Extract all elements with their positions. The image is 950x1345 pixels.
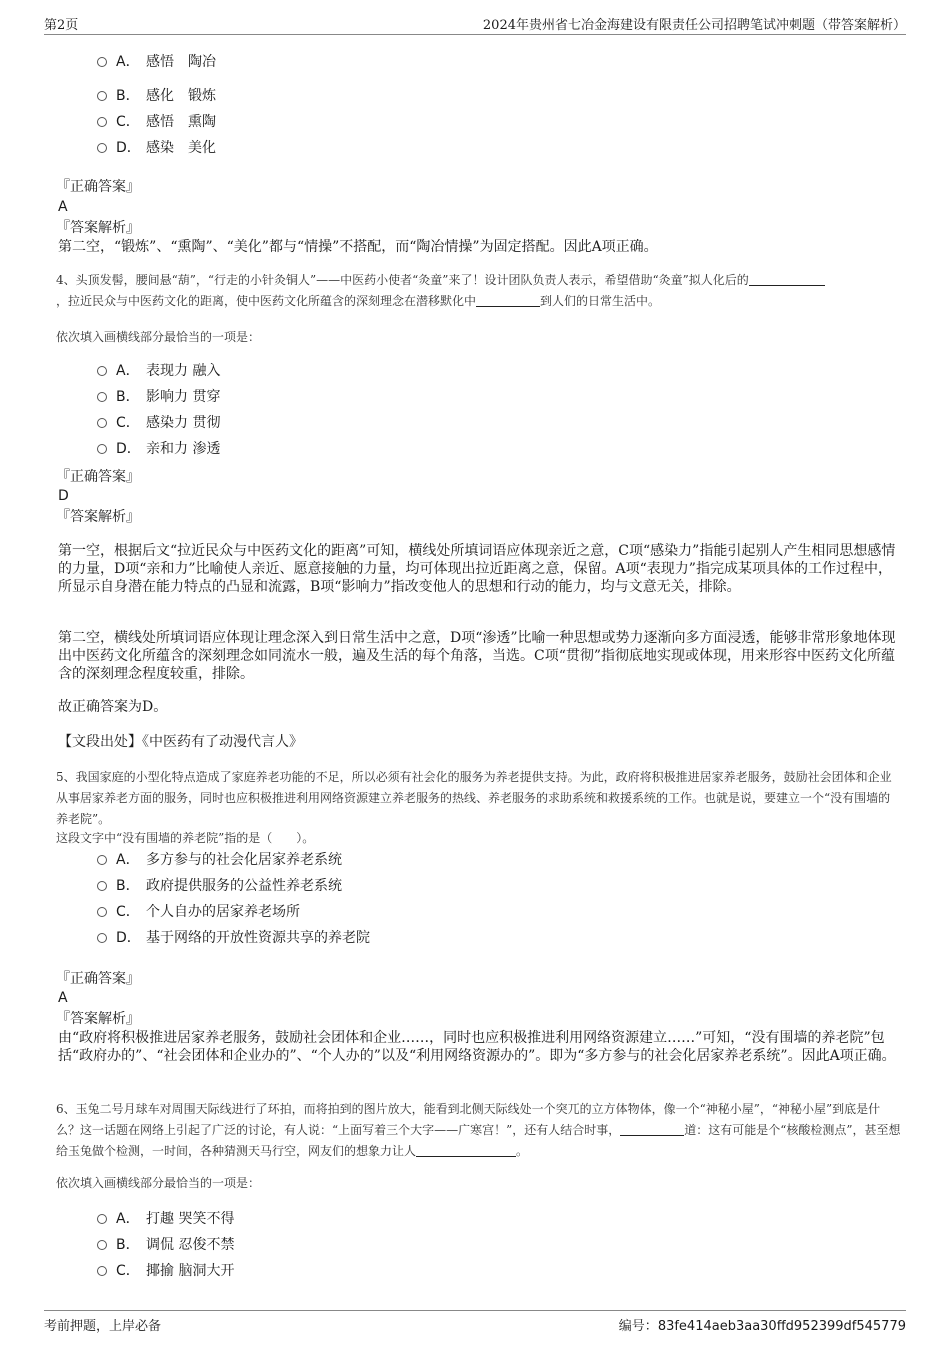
radio-icon[interactable] [97, 855, 107, 865]
q4-option-c[interactable]: C． 感染力 贯彻 [97, 413, 220, 433]
q5-answer: A [58, 990, 68, 1006]
q4-analysis-conclusion: 故正确答案为D。 [58, 699, 168, 715]
q4-instruction: 依次填入画横线部分最恰当的一项是： [56, 330, 261, 344]
q5-answer-label: 『正确答案』 [56, 971, 140, 987]
q5-question: 这段文字中“没有围墙的养老院”指的是（ ）。 [56, 831, 315, 845]
document-title: 2024年贵州省七冶金海建设有限责任公司招聘笔试冲刺题（带答案解析） [482, 18, 906, 33]
fill-blank [620, 1121, 684, 1136]
q4-analysis-p1: 第一空，根据后文“拉近民众与中医药文化的距离”可知，横线处所填词语应体现亲近之意，C项“感染力”指能引起别人产生相同思想感情的力量，D项“亲和力”比喻使人亲近、愿意接触的力量，均可体现出拉近距离之意，保留。A项“表现力”指完成某项具体的工作过程中，所显示自身潜在能力特点的凸显和流露，B项“影响力”指改变他人的思想和行动的能力，均与文意无关，排除。 [58, 543, 896, 595]
q4-stem: 4、头顶发髻，腰间悬“葫”，“行走的小针灸铜人”——中医药小使者“灸童”来了！设计团队负责人表示，希望借助“灸童”拟人化后的 ，拉近民众与中医药文化的距离，使中医药文化所蕴含的深刻理念在潜移默化中 到人们的日常生活中。 [56, 270, 901, 312]
q5-stem: 5、我国家庭的小型化特点造成了家庭养老功能的不足，所以必须有社会化的服务为养老提供支持。为此，政府将积极推进居家养老服务，鼓励社会团体和企业从事居家养老方面的服务，同时也应积极推进利用网络资源建立养老服务的热线、养老服务的求助系统和救援系统的工作。也就是说，要建立一个“没有围墙的养老院”。 [56, 770, 892, 826]
radio-icon[interactable] [97, 117, 107, 127]
page-number: 第2页 [44, 18, 79, 33]
radio-icon[interactable] [97, 907, 107, 917]
q6-option-a[interactable]: A． 打趣 哭笑不得 [97, 1209, 234, 1229]
radio-icon[interactable] [97, 444, 107, 454]
radio-icon[interactable] [97, 933, 107, 943]
q3-option-c[interactable]: C． 感悟 熏陶 [97, 112, 216, 132]
fill-blank [416, 1142, 516, 1157]
q5-option-c[interactable]: C． 个人自办的居家养老场所 [97, 902, 300, 922]
q6-stem: 6、玉兔二号月球车对周围天际线进行了环拍，而将拍到的图片放大，能看到北侧天际线处一个突兀的立方体物体，像一个“神秘小屋”，“神秘小屋”到底是什么？这一话题在网络上引起了广泛的讨论，有人说：“上面写着三个大字——广寒宫！”，还有人结合时事， 道：这有可能是个“核酸检测点”，甚至想给玉兔做个检测，一时间，各种猜测天马行空，网友们的想象力让人 。 [56, 1102, 901, 1158]
q5-analysis: 由“政府将积极推进居家养老服务，鼓励社会团体和企业……，同时也应积极推进利用网络资源建立……”可知，“没有围墙的养老院”包括“政府办的”、“社会团体和企业办的”、“个人办的”以及“利用网络资源办的”。即为“多方参与的社会化居家养老系统”。因此A项正确。 [58, 1030, 896, 1064]
radio-icon[interactable] [97, 91, 107, 101]
q5-option-a[interactable]: A． 多方参与的社会化居家养老系统 [97, 850, 342, 870]
radio-icon[interactable] [97, 392, 107, 402]
q3-answer-label: 『正确答案』 [56, 179, 140, 195]
q3-analysis-label: 『答案解析』 [56, 220, 140, 236]
radio-icon[interactable] [97, 366, 107, 376]
radio-icon[interactable] [97, 881, 107, 891]
q5-option-b[interactable]: B． 政府提供服务的公益性养老系统 [97, 876, 342, 896]
page-header [44, 12, 906, 35]
q4-answer: D [58, 488, 69, 504]
fill-blank [476, 292, 540, 307]
page-footer [44, 1310, 906, 1335]
q4-analysis-p2: 第二空，横线处所填词语应体现让理念深入到日常生活中之意，D项“渗透”比喻一种思想或势力逐渐向多方面浸透，能够非常形象地体现出中医药文化所蕴含的深刻理念如同流水一般，遍及生活的每个角落，当选。C项“贯彻”指彻底地实现或体现，用来形容中医药文化所蕴含的深刻理念程度较重，排除。 [58, 630, 896, 682]
q3-answer: A [58, 199, 68, 215]
radio-icon[interactable] [97, 57, 107, 67]
q5-option-d[interactable]: D． 基于网络的开放性资源共享的养老院 [97, 928, 370, 948]
q6-instruction: 依次填入画横线部分最恰当的一项是： [56, 1176, 261, 1190]
q4-source: 【文段出处】《中医药有了动漫代言人》 [58, 734, 303, 750]
q4-analysis-label: 『答案解析』 [56, 509, 140, 525]
q4-answer-label: 『正确答案』 [56, 469, 140, 485]
radio-icon[interactable] [97, 1266, 107, 1276]
radio-icon[interactable] [97, 1214, 107, 1224]
radio-icon[interactable] [97, 418, 107, 428]
q4-option-d[interactable]: D． 亲和力 渗透 [97, 439, 220, 459]
q4-option-b[interactable]: B． 影响力 贯穿 [97, 387, 220, 407]
q6-option-c[interactable]: C． 揶揄 脑洞大开 [97, 1261, 234, 1281]
fill-blank [749, 271, 825, 286]
q3-option-b[interactable]: B． 感化 锻炼 [97, 86, 216, 106]
radio-icon[interactable] [97, 1240, 107, 1250]
radio-icon[interactable] [97, 143, 107, 153]
q3-analysis: 第二空，“锻炼”、“熏陶”、“美化”都与“情操”不搭配，而“陶冶情操”为固定搭配。因此A项正确。 [58, 239, 658, 255]
q4-option-a[interactable]: A． 表现力 融入 [97, 361, 220, 381]
q3-option-d[interactable]: D． 感染 美化 [97, 138, 216, 158]
document-code: 编号：83fe414aeb3aa30ffd952399df545779 [618, 1319, 906, 1334]
q5-analysis-label: 『答案解析』 [56, 1011, 140, 1027]
footer-slogan: 考前押题，上岸必备 [44, 1319, 162, 1334]
q3-option-a[interactable]: A． 感悟 陶冶 [97, 52, 216, 72]
q6-option-b[interactable]: B． 调侃 忍俊不禁 [97, 1235, 234, 1255]
